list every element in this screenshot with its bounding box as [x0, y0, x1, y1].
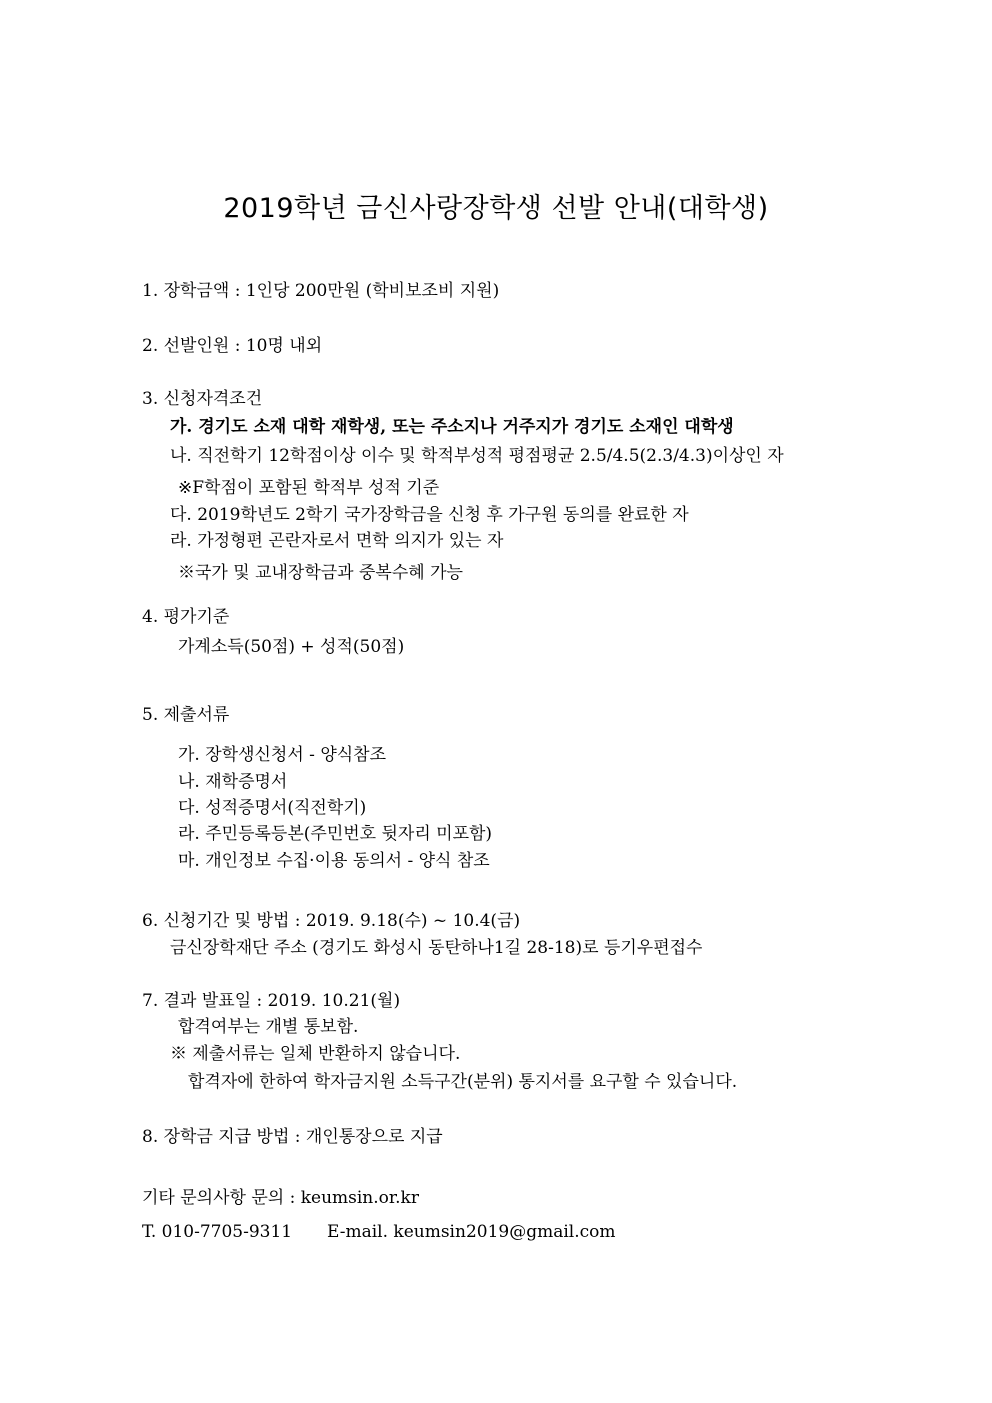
eligibility-note: ※F학점이 포함된 학적부 성적 기준	[178, 478, 440, 498]
section-payment-method: 8. 장학금 지급 방법 : 개인통장으로 지급	[142, 1127, 443, 1147]
result-note: ※ 제출서류는 일체 반환하지 않습니다.	[170, 1044, 461, 1064]
eligibility-item: 나. 직전학기 12학점이상 이수 및 학적부성적 평점평균 2.5/4.5(2.3/4.3)이상인 자	[170, 446, 784, 466]
section-eligibility-heading: 3. 신청자격조건	[142, 389, 263, 409]
contact-phone: T. 010-7705-9311	[142, 1222, 293, 1242]
section-selection-count: 2. 선발인원 : 10명 내외	[142, 336, 323, 356]
section-scholarship-amount: 1. 장학금액 : 1인당 200만원 (학비보조비 지원)	[142, 281, 500, 301]
page-title: 2019학년 금신사랑장학생 선발 안내(대학생)	[223, 193, 769, 224]
contact-inquiry: 기타 문의사항 문의 : keumsin.or.kr	[142, 1188, 419, 1208]
eligibility-item: 가. 경기도 소재 대학 재학생, 또는 주소지나 거주지가 경기도 소재인 대학생	[170, 417, 734, 437]
section-evaluation-heading: 4. 평가기준	[142, 607, 230, 627]
result-line: 합격자에 한하여 학자금지원 소득구간(분위) 통지서를 요구할 수 있습니다.	[188, 1072, 738, 1092]
section-application-period: 6. 신청기간 및 방법 : 2019. 9.18(수) ~ 10.4(금)	[142, 911, 521, 931]
section-documents-heading: 5. 제출서류	[142, 705, 230, 725]
document-item: 가. 장학생신청서 - 양식참조	[178, 745, 387, 765]
application-method: 금신장학재단 주소 (경기도 화성시 동탄하나1길 28-18)로 등기우편접수	[170, 938, 703, 958]
document-item: 나. 재학증명서	[178, 772, 288, 792]
result-line: 합격여부는 개별 통보함.	[178, 1017, 359, 1037]
document-item: 마. 개인정보 수집·이용 동의서 - 양식 참조	[178, 851, 490, 871]
eligibility-note: ※국가 및 교내장학금과 중복수혜 가능	[178, 563, 463, 583]
document-item: 다. 성적증명서(직전학기)	[178, 798, 367, 818]
eligibility-item: 다. 2019학년도 2학기 국가장학금을 신청 후 가구원 동의를 완료한 자	[170, 505, 689, 525]
eligibility-item: 라. 가정형편 곤란자로서 면학 의지가 있는 자	[170, 531, 504, 551]
section-result-date: 7. 결과 발표일 : 2019. 10.21(월)	[142, 991, 401, 1011]
contact-email: E-mail. keumsin2019@gmail.com	[327, 1222, 616, 1242]
document-item: 라. 주민등록등본(주민번호 뒷자리 미포함)	[178, 824, 493, 844]
evaluation-detail: 가계소득(50점) + 성적(50점)	[178, 637, 405, 657]
